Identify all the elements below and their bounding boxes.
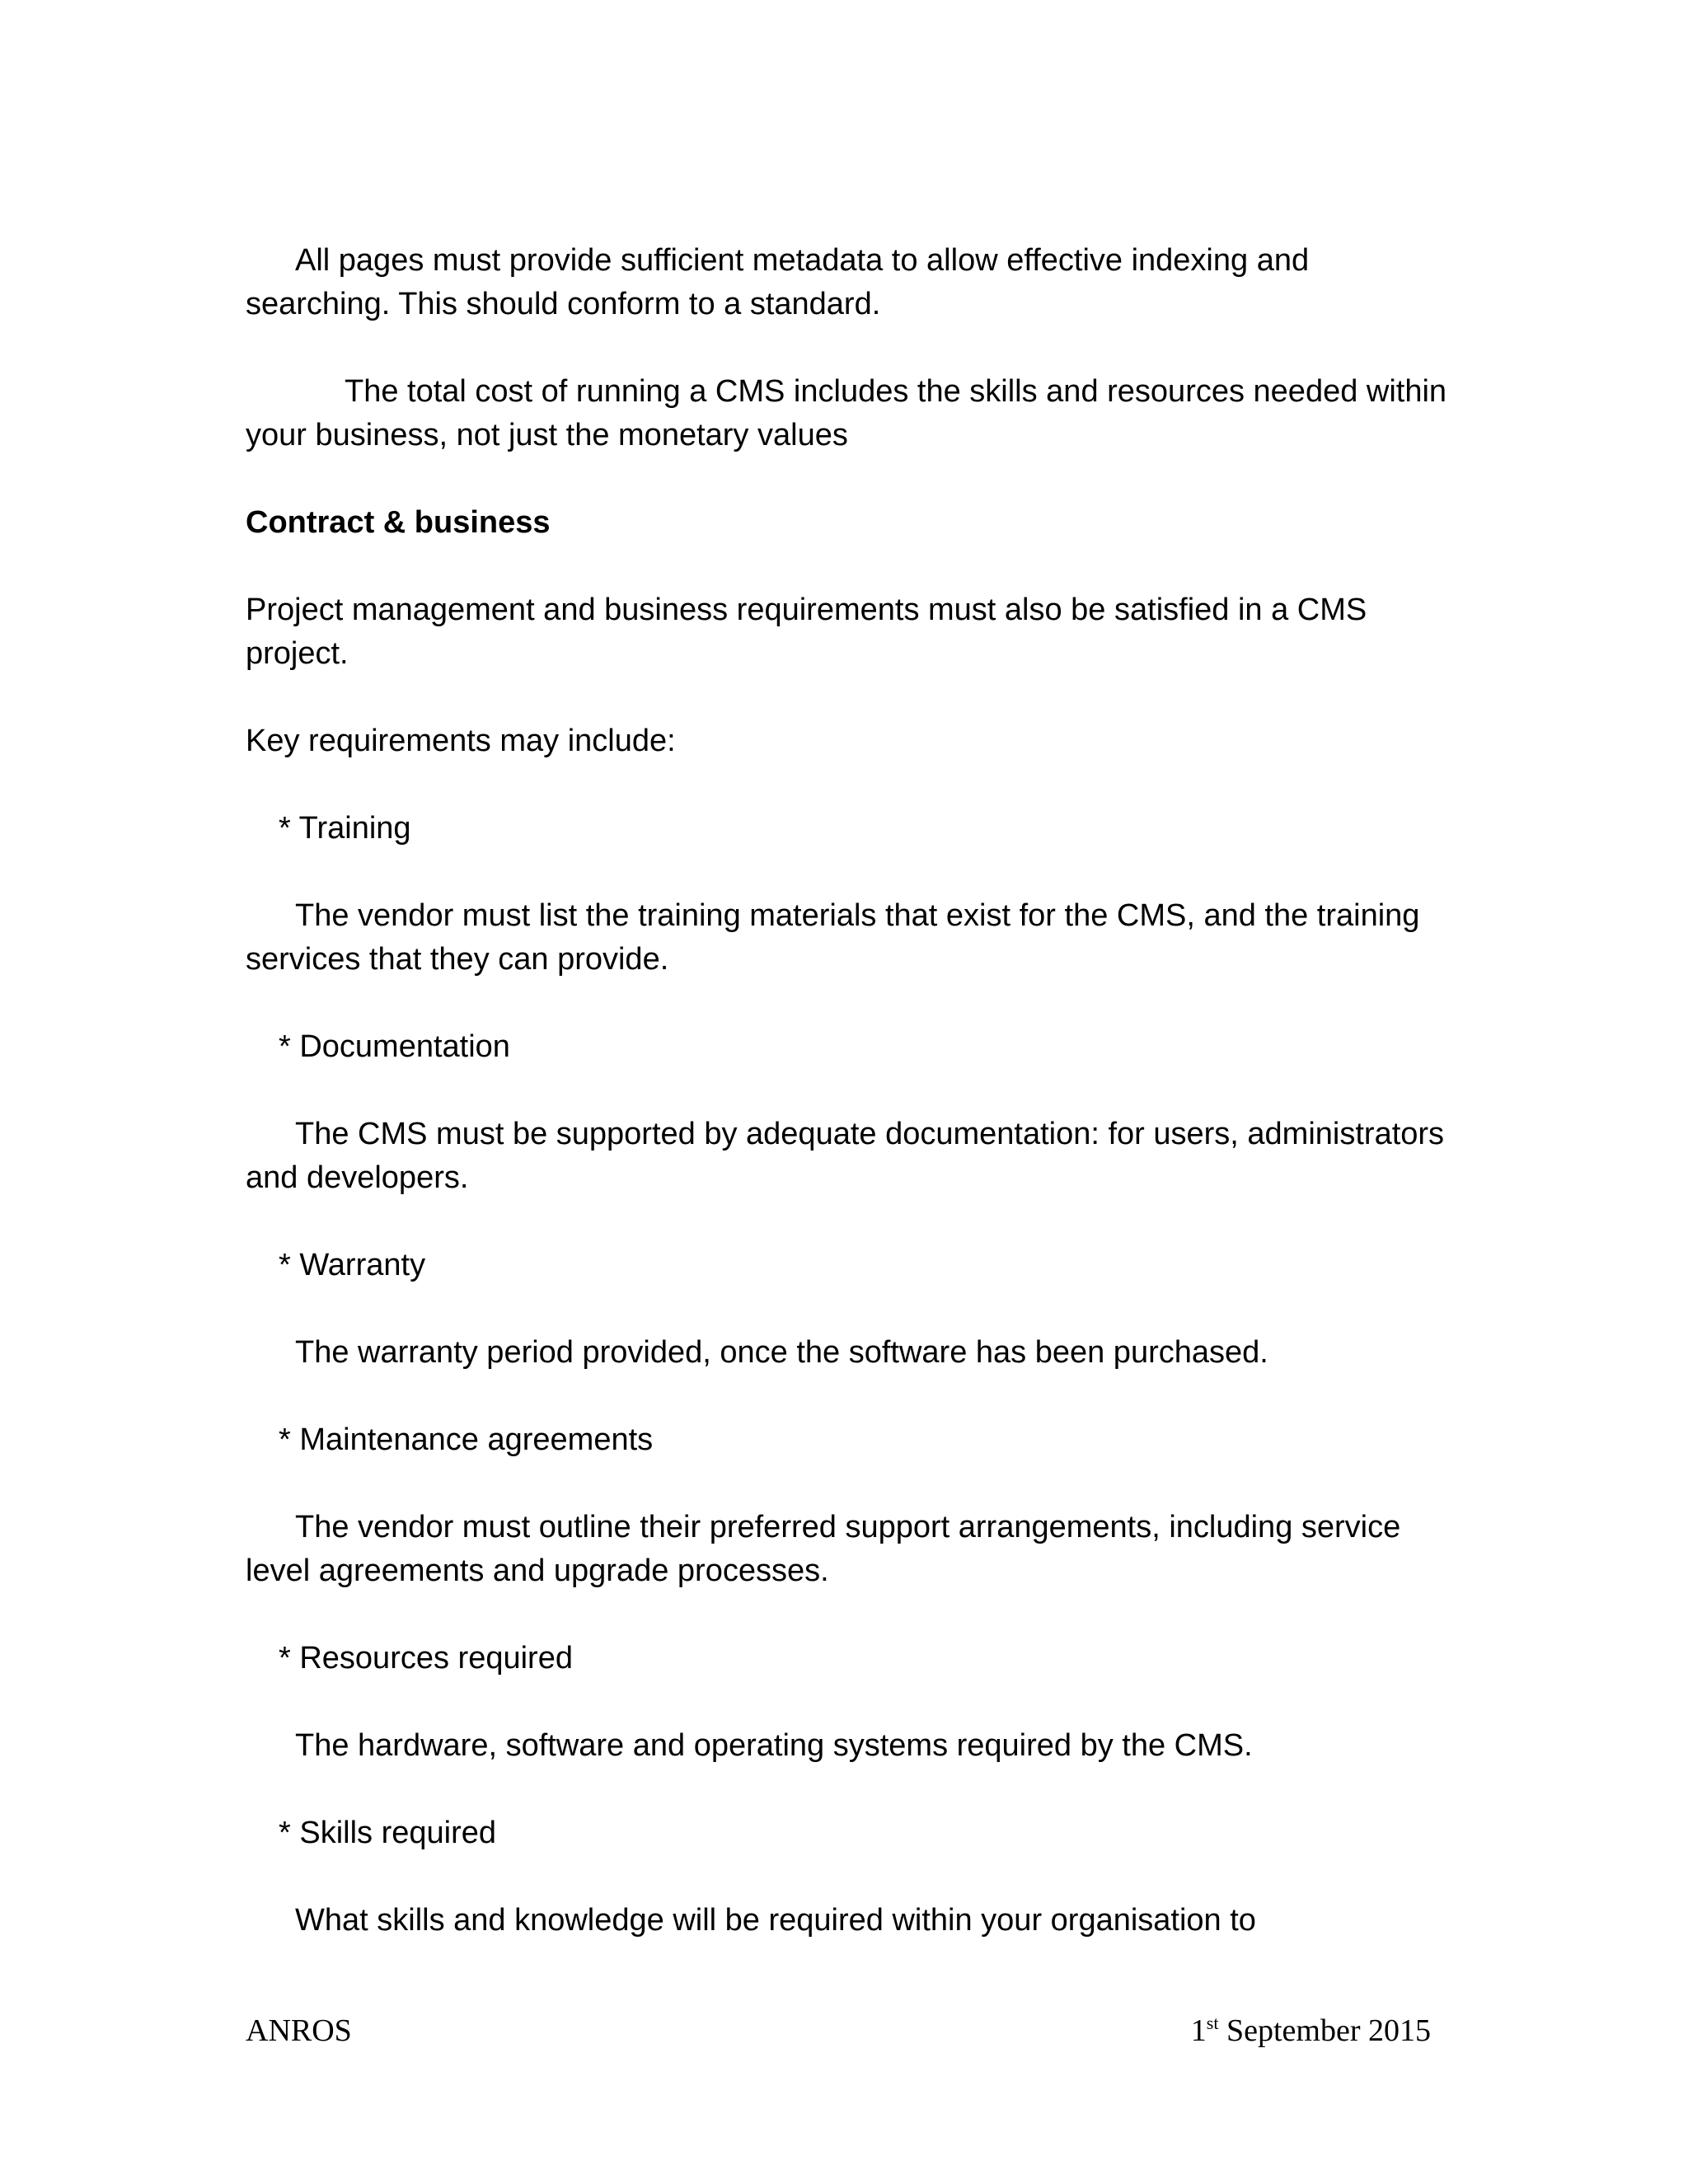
paragraph-documentation: The CMS must be supported by adequate documentation: for users, administrators and developers.: [246, 1117, 1445, 1195]
paragraph-resources: The hardware, software and operating systems required by the CMS.: [295, 1728, 1253, 1763]
paragraph-project-management: Project management and business requirements must also be satisfied in a CMS project.: [246, 593, 1367, 671]
footer-date-day: 1: [1190, 2013, 1207, 2048]
footer-author: ANROS: [246, 2013, 352, 2048]
paragraph-metadata: All pages must provide sufficient metadata to allow effective indexing and searching. This should conform to a standard.: [246, 243, 1310, 321]
footer-date: [1191, 2011, 1431, 2050]
bullet-documentation: * Documentation: [279, 1029, 510, 1064]
paragraph-skills: What skills and knowledge will be required within your organisation to: [295, 1903, 1256, 1938]
paragraph-total-cost: The total cost of running a CMS includes the skills and resources needed within your business, not just the monetary values: [246, 374, 1447, 452]
bullet-training: * Training: [279, 811, 411, 846]
document-body: [246, 239, 1449, 1986]
paragraph-maintenance: The vendor must outline their preferred support arrangements, including service level agreements and upgrade processes.: [246, 1510, 1401, 1588]
bullet-skills: * Skills required: [279, 1816, 496, 1850]
paragraph-key-requirements: Key requirements may include:: [246, 724, 676, 758]
bullet-resources: * Resources required: [279, 1641, 573, 1675]
footer-date-suffix: st: [1206, 2013, 1219, 2033]
bullet-maintenance: * Maintenance agreements: [279, 1422, 654, 1457]
section-heading: Contract & business: [246, 505, 551, 540]
paragraph-warranty: The warranty period provided, once the software has been purchased.: [295, 1335, 1268, 1370]
footer-date-rest: September 2015: [1218, 2013, 1431, 2048]
bullet-warranty: * Warranty: [279, 1248, 426, 1282]
paragraph-training: The vendor must list the training materials that exist for the CMS, and the training services that they can provide.: [246, 898, 1420, 977]
